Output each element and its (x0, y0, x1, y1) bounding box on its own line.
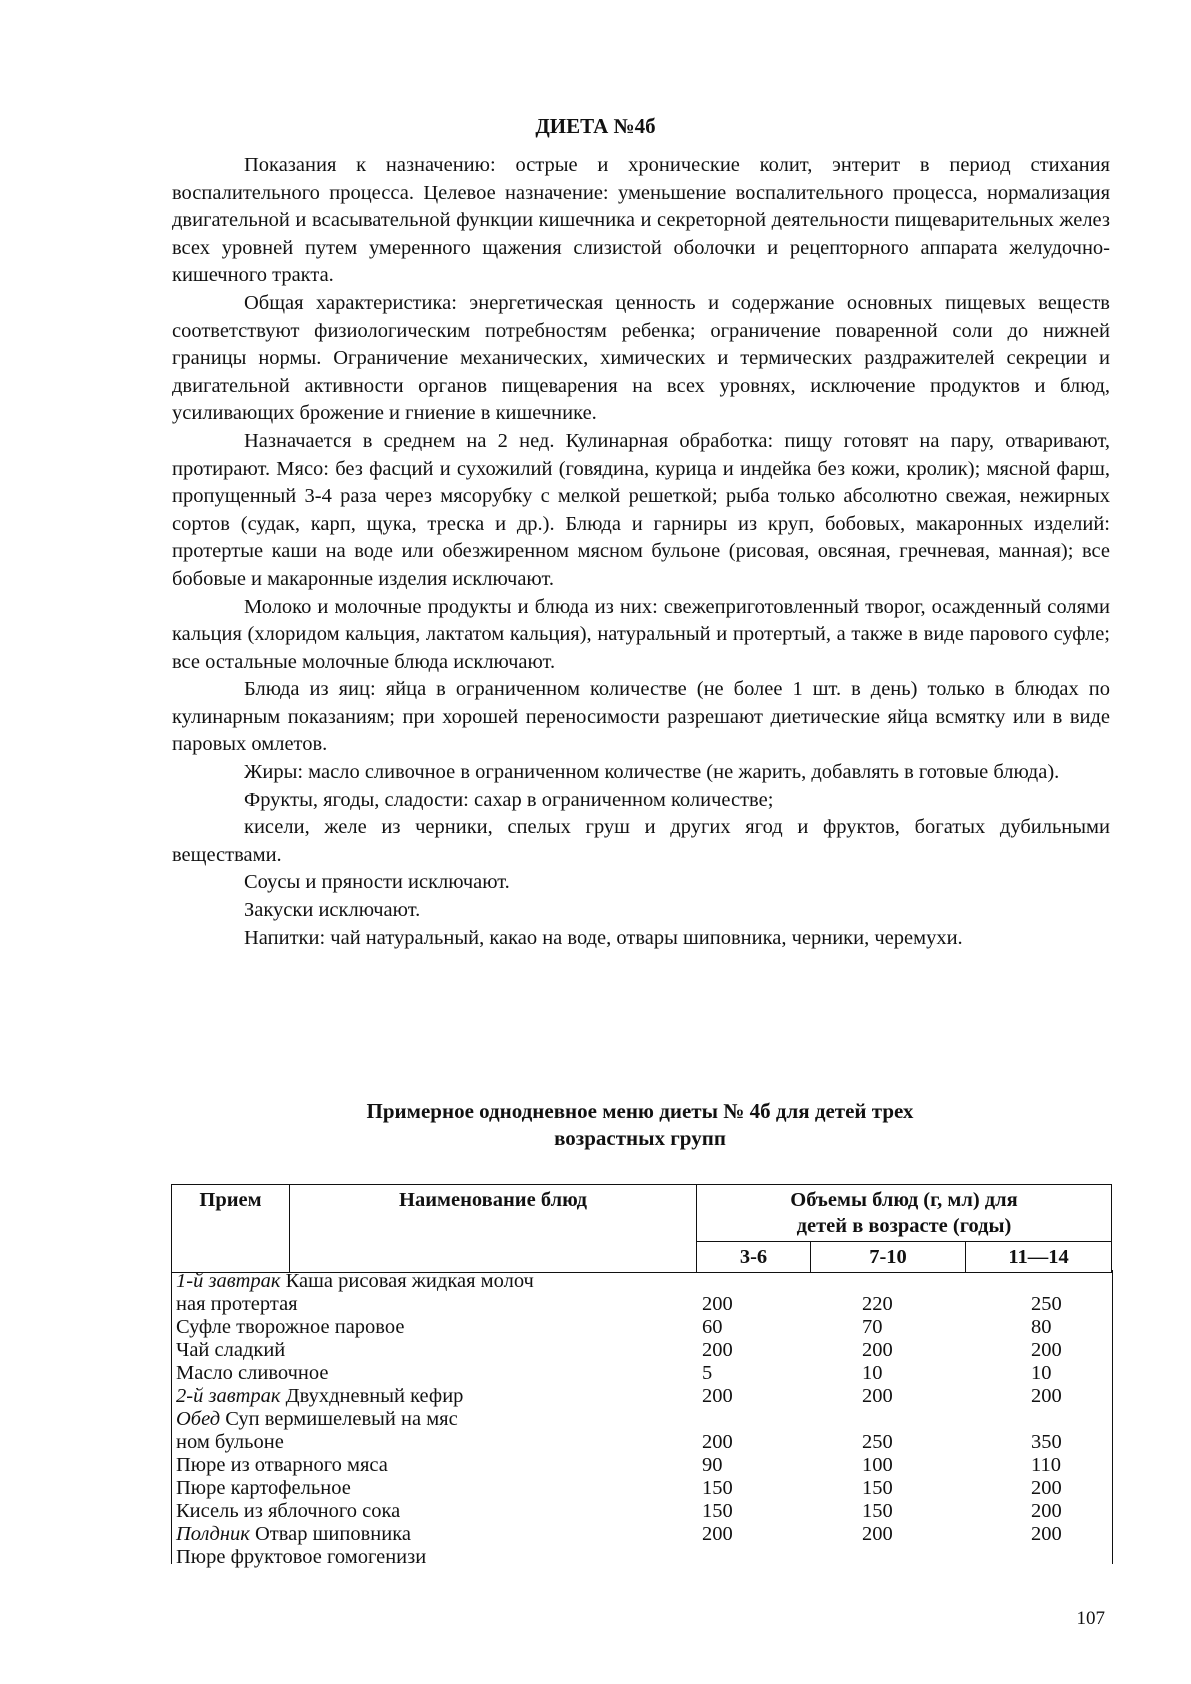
paragraph: Жиры: масло сливочное в ограниченном количестве (не жарить, добавлять в готовые блюда). (244, 761, 1060, 784)
dish-name: Пюре из отварного мяса (176, 1454, 388, 1476)
header-volumes-line: Объемы блюд (г, мл) для (790, 1189, 1018, 1211)
value-age1: 150 (702, 1500, 733, 1522)
table-row (176, 1408, 1112, 1431)
page-number: 107 (1076, 1608, 1105, 1629)
dish-name: Пюре фруктовое гомогенизи (176, 1546, 427, 1568)
table-row (176, 1500, 1112, 1523)
header-age: 3-6 (697, 1242, 811, 1273)
paragraph: Молоко и молочные продукты и блюда из них: свежеприготовленный творог, осажденный солями кальция (хлоридом кальция, лактатом кальция), натуральный и протертый, а также в виде парового суфле; все остальные молочные блюда исключают. (172, 595, 1110, 673)
value-age3: 110 (1031, 1454, 1061, 1476)
table-row (176, 1454, 1112, 1477)
menu-table-header (171, 1184, 1112, 1273)
paragraph: Закуски исключают. (244, 899, 421, 922)
table-row (176, 1385, 1112, 1408)
meal-label: 2-й завтрак (176, 1385, 281, 1407)
value-age1: 200 (702, 1293, 733, 1315)
header-volumes (697, 1185, 1112, 1242)
value-age2: 100 (862, 1454, 893, 1476)
value-age1: 200 (702, 1431, 733, 1453)
value-age1: 200 (702, 1523, 733, 1545)
dish-name: Пюре картофельное (176, 1477, 351, 1499)
paragraph: Соусы и пряности исключают. (244, 871, 510, 894)
value-age3: 200 (1031, 1477, 1062, 1499)
dish-name: Суфле творожное паровое (176, 1316, 405, 1338)
menu-title (0, 1098, 1191, 1152)
value-age3: 250 (1031, 1293, 1062, 1315)
value-age3: 80 (1031, 1316, 1052, 1338)
dish-name: ном бульоне (176, 1431, 284, 1453)
header-meal: Прием (172, 1185, 290, 1273)
table-row (176, 1270, 1112, 1293)
paragraph: Общая характеристика: энергетическая ценность и содержание основных пищевых веществ соответствуют физиологическим потребностям ребенка; ограничение поваренной соли до нижней границы нормы. Ограничение механических, химических и термических раздражителей секреции и двигательной активности органов пищеварения на всех уровнях, исключение продуктов и блюд, усиливающих брожение и гниение в кишечнике. (172, 291, 1110, 425)
header-dish: Наименование блюд (290, 1185, 697, 1273)
value-age1: 90 (702, 1454, 723, 1476)
menu-table-body (171, 1270, 1113, 1568)
dish-name: Масло сливочное (176, 1362, 329, 1384)
value-age1: 150 (702, 1477, 733, 1499)
paragraph: Показания к назначению: острые и хронические колит, энтерит в период стихания воспалительного процесса. Целевое назначение: уменьшение воспалительного процесса, нормализация двигательной и всасывательной функции кишечника и секреторной деятельности пищеварительных желез всех уровней путем умеренного щажения слизистой оболочки и рецепторного аппарата желудочно-кишечного тракта. (172, 154, 1110, 287)
value-age2: 220 (862, 1293, 893, 1315)
paragraph: Блюда из яиц: яйца в ограниченном количестве (не более 1 шт. в день) только в блюдах по кулинарным показаниям; при хорошей переносимости разрешают диетические яйца всмятку или в виде паровых омлетов. (172, 678, 1110, 756)
value-age3: 10 (1031, 1362, 1052, 1384)
table-row (176, 1546, 1112, 1569)
table-row (176, 1523, 1112, 1546)
table-row (176, 1293, 1112, 1316)
value-age2: 70 (862, 1316, 883, 1338)
meal-label: 1-й завтрак (176, 1270, 281, 1292)
value-age1: 200 (702, 1385, 733, 1407)
paragraph: Назначается в среднем на 2 нед. Кулинарная обработка: пищу готовят на пару, отваривают, протирают. Мясо: без фасций и сухожилий (говядина, курица и индейка без кожи, кролик); мясной фарш, пропущенный 3-4 раза через мясорубку с мелкой решеткой; рыба только абсолютно свежая, нежирных сортов (судак, карп, щука, треска и др.). Блюда и гарниры из круп, бобовых, макаронных изделий: протертые каши на воде или обезжиренном мясном бульоне (рисовая, овсяная, гречневая, манная); все бобовые и макаронные изделия исключают. (172, 429, 1110, 590)
value-age2: 150 (862, 1477, 893, 1499)
header-age: 7-10 (811, 1242, 966, 1273)
paragraph: Фрукты, ягоды, сладости: сахар в ограниченном количестве; (244, 788, 774, 811)
dish-name: Каша рисовая жидкая молоч (285, 1270, 534, 1292)
value-age3: 200 (1031, 1523, 1062, 1545)
paragraph: Напитки: чай натуральный, какао на воде, отвары шиповника, черники, черемухи. (244, 926, 963, 949)
dish-name: Чай сладкий (176, 1339, 286, 1361)
meal-label: Обед (176, 1408, 221, 1430)
value-age3: 200 (1031, 1339, 1062, 1361)
dish-name: ная протертая (176, 1293, 298, 1315)
paragraph: кисели, желе из черники, спелых груш и других ягод и фруктов, богатых дубильными веществами. (172, 816, 1110, 866)
table-row (176, 1316, 1112, 1339)
page-title: ДИЕТА №4б (535, 114, 656, 138)
menu-title-line: возрастных групп (554, 1126, 726, 1150)
dish-name: Суп вермишелевый на мяс (225, 1408, 458, 1430)
value-age1: 60 (702, 1316, 723, 1338)
header-volumes-line: детей в возрасте (годы) (796, 1215, 1012, 1237)
value-age1: 200 (702, 1339, 733, 1361)
value-age2: 200 (862, 1523, 893, 1545)
header-age: 11—14 (966, 1242, 1112, 1273)
dish-name: Кисель из яблочного сока (176, 1500, 401, 1522)
value-age2: 200 (862, 1339, 893, 1361)
value-age2: 250 (862, 1431, 893, 1453)
body-text (172, 152, 1110, 952)
value-age3: 200 (1031, 1385, 1062, 1407)
menu-title-line: Примерное однодневное меню диеты № 4б для детей трех (366, 1099, 914, 1123)
meal-label: Полдник (176, 1523, 250, 1545)
value-age3: 350 (1031, 1431, 1062, 1453)
table-row (176, 1362, 1112, 1385)
dish-name: Двухдневный кефир (285, 1385, 464, 1407)
table-row (176, 1431, 1112, 1454)
table-row (176, 1339, 1112, 1362)
value-age3: 200 (1031, 1500, 1062, 1522)
value-age2: 150 (862, 1500, 893, 1522)
value-age2: 200 (862, 1385, 893, 1407)
table-row (176, 1477, 1112, 1500)
value-age1: 5 (702, 1362, 713, 1384)
dish-name: Отвар шиповника (255, 1523, 411, 1545)
value-age2: 10 (862, 1362, 883, 1384)
